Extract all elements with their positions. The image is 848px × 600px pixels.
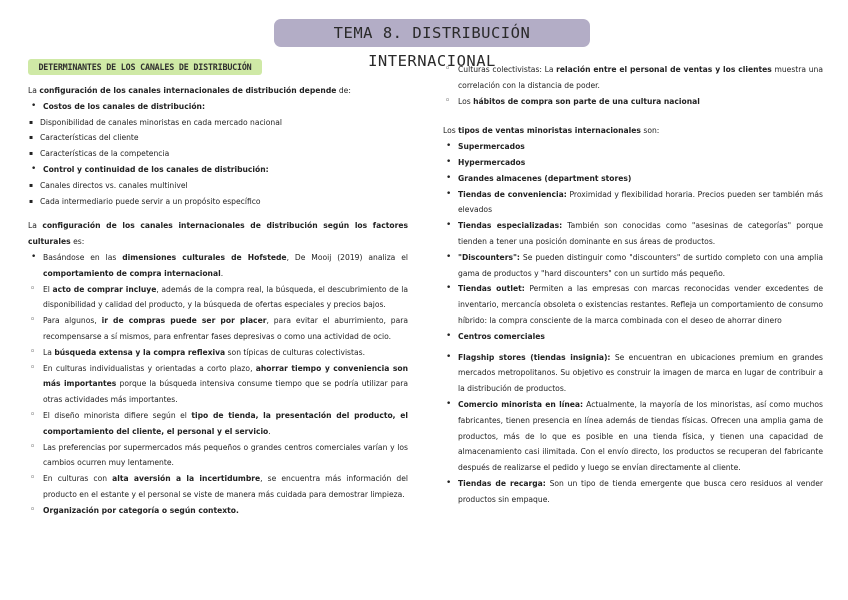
list-item xyxy=(443,171,823,187)
list-item xyxy=(28,313,408,345)
text-bold: ir de compras puede ser por placer xyxy=(101,316,267,326)
list-item: ▪ Características de la competencia xyxy=(28,146,408,162)
text: Se pueden distinguir como "discounters" de surtido completo con una amplia gama de productos y "hard discounters" con un surtido más pequeño. xyxy=(458,252,823,278)
list-item xyxy=(443,476,823,508)
paragraph-tipos xyxy=(443,123,823,139)
text-bold: alta aversión a la incertidumbre xyxy=(112,474,261,484)
text-bold: hábitos de compra son parte de una cultura nacional xyxy=(473,96,700,106)
text: Culturas colectivistas: La xyxy=(458,65,557,74)
text: de: xyxy=(336,86,351,95)
list-item xyxy=(443,62,823,94)
list-item-hofstede xyxy=(28,250,408,282)
list-item xyxy=(443,139,823,155)
text: porque la búsqueda intensiva consume tiempo que se podría utilizar para otras actividades más importantes. xyxy=(43,379,409,405)
list-item xyxy=(443,155,823,171)
list-item xyxy=(443,281,823,328)
text: es: xyxy=(70,237,85,247)
text: La xyxy=(28,86,40,95)
list-item xyxy=(28,503,408,519)
text-bold: comportamiento de compra internacional xyxy=(43,268,221,278)
paragraph-culturales xyxy=(28,218,408,250)
text: Son un tipo de tienda emergente que busca cero residuos al vender productos sin empaque. xyxy=(458,478,824,504)
text: En culturas con xyxy=(43,474,113,484)
list-item xyxy=(28,408,408,440)
list-item xyxy=(28,361,408,408)
list-item: ▪ Cada intermediario puede servir a un propósito específico xyxy=(28,194,408,210)
list-item xyxy=(443,397,823,476)
text-bold: Tiendas de recarga: xyxy=(458,478,546,488)
text-bold: Costos de los canales de distribución: xyxy=(43,101,205,111)
text-bold: Flagship stores (tiendas insignia): xyxy=(458,352,611,362)
text: Basándose en las xyxy=(43,252,123,262)
paragraph-configuracion xyxy=(28,83,408,99)
text: La xyxy=(43,347,55,357)
text-bold: búsqueda extensa y la compra reflexiva xyxy=(54,347,226,357)
text: . xyxy=(220,268,224,278)
list-item-control xyxy=(28,162,408,178)
text-bold: Grandes almacenes (department stores) xyxy=(458,173,632,183)
text-bold: configuración de los canales internacionales de distribución depende xyxy=(39,86,337,95)
page-title: TEMA 8. DISTRIBUCIÓN INTERNACIONAL xyxy=(274,19,590,47)
text-bold: tipo de tienda, la presentación del producto, el comportamiento del cliente, el personal y el servicio xyxy=(43,410,409,436)
list-item: ▪ Características del cliente xyxy=(28,130,408,146)
section-heading: DETERMINANTES DE LOS CANALES DE DISTRIBUCIÓN xyxy=(28,59,262,75)
text-bold: Supermercados xyxy=(458,142,525,152)
text: La xyxy=(28,221,43,231)
text: Proximidad y flexibilidad horaria. Precios pueden ser también más elevados xyxy=(458,189,823,215)
list-item xyxy=(28,345,408,361)
list-item: ▪ Canales directos vs. canales multinivel xyxy=(28,178,408,194)
text-bold: relación entre el personal de ventas y los clientes xyxy=(556,65,772,74)
text-bold: dimensiones culturales de Hofstede xyxy=(122,252,287,262)
text: Se encuentran en ubicaciones premium en grandes mercados metropolitanos. Su objetivo es construir la imagen de marca en lugar de contribuir a la distribución de productos. xyxy=(458,352,823,394)
text-bold: Tiendas outlet: xyxy=(458,284,525,294)
list-item xyxy=(443,350,823,397)
list-item: ▪ Disponibilidad de canales minoristas en cada mercado nacional xyxy=(28,115,408,131)
text-bold: Control y continuidad de los canales de distribución: xyxy=(43,164,269,174)
text-bold: Tiendas de conveniencia: xyxy=(458,189,567,199)
list-item xyxy=(28,471,408,503)
text-bold: Hypermercados xyxy=(458,157,526,167)
list-item xyxy=(443,94,823,110)
text: , se encuentra más información del producto en el estante y el personal se viste de manera más cuidada para demostrar limpieza. xyxy=(43,474,408,499)
text: muestra una correlación con la distancia de poder. xyxy=(458,65,823,90)
text-bold: "Discounters": xyxy=(458,252,520,262)
text: En culturas individualistas y orientadas a corto plazo, xyxy=(43,363,256,373)
text-bold: Organización por categoría o según contexto. xyxy=(43,505,239,515)
list-item xyxy=(28,282,408,314)
text-bold: Comercio minorista en línea: xyxy=(458,399,584,409)
text: Los xyxy=(443,126,459,136)
text: El xyxy=(43,284,53,294)
text: , para evitar el aburrimiento, para recompensarse a sí mismos, para enfrentar fases depresivas o como una actividad de ocio. xyxy=(43,316,409,341)
text: Para algunos, xyxy=(43,316,102,326)
text-bold: configuración de los canales internacionales de distribución según los factores culturales xyxy=(28,221,408,247)
list-item xyxy=(443,329,823,345)
text: Los xyxy=(458,96,474,106)
text: Actualmente, la mayoría de los minoristas, así como muchos fabricantes, tienen presencia en línea además de tiendas físicas. Ofrecen una amplia gama de productos, más de lo que es posible en una tienda física, y tienen una capacidad de almacenamiento casi ilimitada. Con el envío directo, los productos se recuperan del fabricante después de realizarse el pedido y luego se envían directamente al cliente. xyxy=(458,399,823,473)
list-item xyxy=(443,187,823,219)
text: son: xyxy=(640,126,660,136)
text-bold: Centros comerciales xyxy=(458,331,545,341)
text-bold: acto de comprar incluye xyxy=(52,284,157,294)
text-bold: ahorrar tiempo y conveniencia son más importantes xyxy=(43,363,408,389)
text: Permiten a las empresas con marcas reconocidas vender excedentes de inventario, mercancía obsoleta o existencias restantes. Refleja un comportamiento de consumo híbrido: la compra consciente de la marca combinada con el deseo de ahorrar dinero xyxy=(458,284,823,325)
text: son típicas de culturas colectivistas. xyxy=(225,347,366,357)
text: También son conocidas como "asesinas de categorías" porque tienden a tener una posición dominante en sus áreas de productos. xyxy=(458,221,823,246)
left-column xyxy=(28,83,408,519)
text-bold: Tiendas especializadas: xyxy=(458,221,563,231)
list-item-costos xyxy=(28,99,408,115)
text: , además de la compra real, la búsqueda, el descubrimiento de la disponibilidad y calidad del producto, y la búsqueda de ofertas especiales y precios bajos. xyxy=(43,284,408,310)
text: . xyxy=(268,426,271,436)
text: El diseño minorista difiere según el xyxy=(43,410,192,420)
right-column xyxy=(443,62,823,508)
list-item: ◦ Las preferencias por supermercados más pequeños o grandes centros comerciales varían y los cambios ocurren muy lentamente. xyxy=(28,440,408,472)
text: , De Mooij (2019) analiza el xyxy=(286,252,408,262)
text-bold: tipos de ventas minoristas internacionales xyxy=(458,126,641,136)
list-item xyxy=(443,250,823,282)
list-item xyxy=(443,218,823,250)
